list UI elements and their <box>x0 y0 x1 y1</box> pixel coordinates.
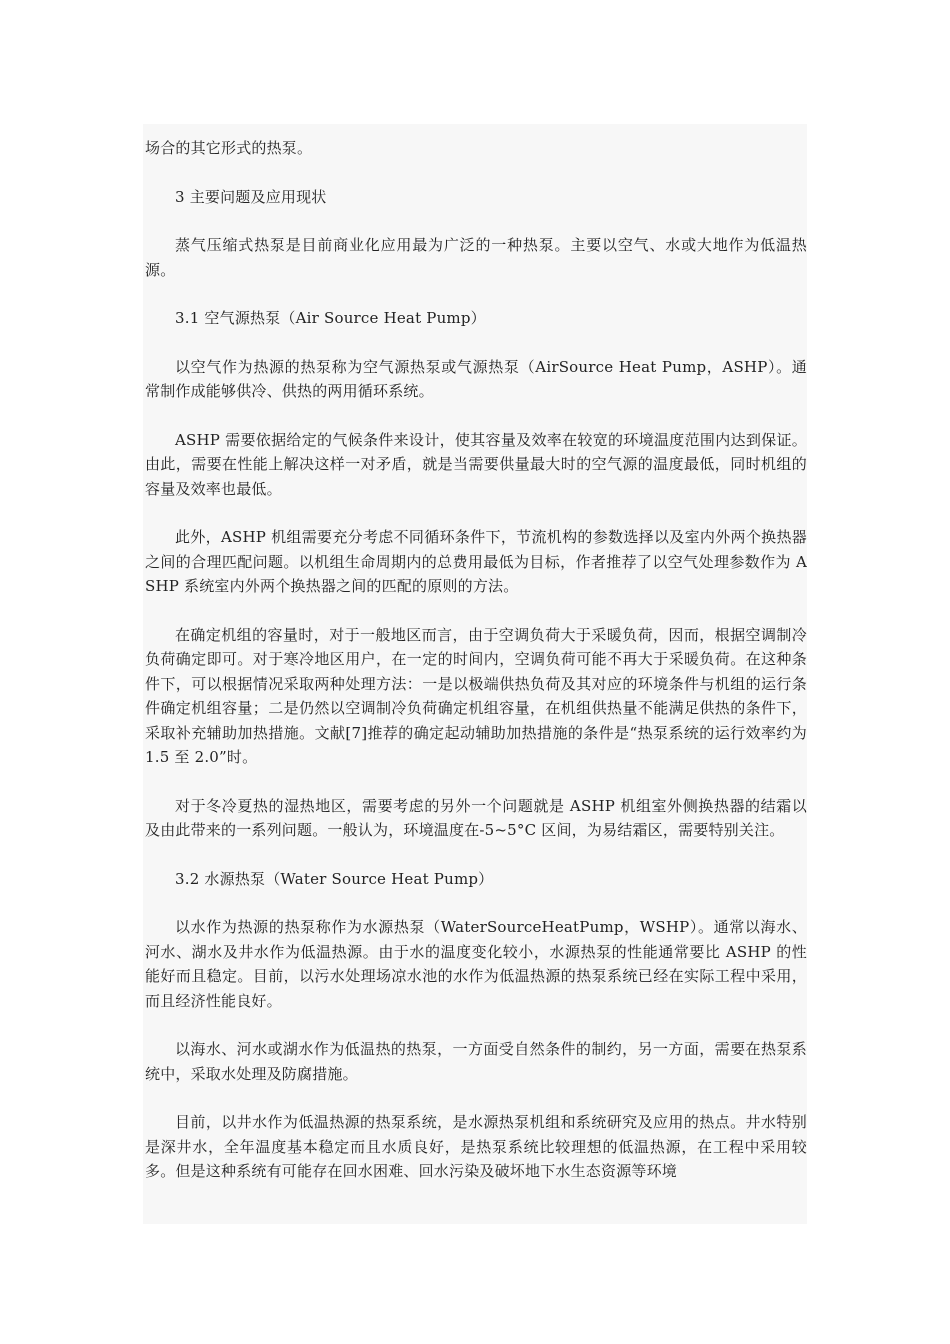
section-heading-3-1: 3.1 空气源热泵（Air Source Heat Pump） <box>175 309 486 327</box>
paragraph-surface-water: 以海水、河水或湖水作为低温热的热泵，一方面受自然条件的制约，另一方面，需要在热泵系统中，采取水处理及防腐措施。 <box>145 1040 807 1083</box>
paragraph-wshp-definition: 以水作为热源的热泵称作为水源热泵（WaterSourceHeatPump，WSHP）。通常以海水、河水、湖水及井水作为低温热源。由于水的温度变化较小，水源热泵的性能通常要比 ASHP 的性能好而且稳定。目前，以污水处理场凉水池的水作为低温热源的热泵系统已经在实际工程中采用，而且经济性能良好。 <box>145 918 807 1010</box>
section-heading-3-2: 3.2 水源热泵（Water Source Heat Pump） <box>175 869 494 888</box>
section-heading-3: 3 主要问题及应用现状 <box>175 187 327 206</box>
paragraph-capacity: 在确定机组的容量时，对于一般地区而言，由于空调负荷大于采暖负荷，因而，根据空调制冷负荷确定即可。对于寒冷地区用户，在一定的时间内，空调负荷可能不再大于采暖负荷。在这种条件下，可以根据情况采取两种处理方法：一是以极端供热负荷及其对应的环境条件与机组的运行条件确定机组容量；二是仍然以空调制冷负荷确定机组容量，在机组供热量不能满足供热的条件下，采取补充辅助加热措施。文献[7]推荐的确定起动辅助加热措施的条件是“热泵系统的运行效率约为 1.5 至 2.0”时。 <box>145 625 807 766</box>
paragraph-well-water: 目前，以井水作为低温热源的热泵系统，是水源热泵机组和系统研究及应用的热点。井水特别是深井水，全年温度基本稳定而且水质良好，是热泵系统比较理想的低温热源，在工程中采用较多。但是这种系统有可能存在回水困难、回水污染及破坏地下水生态资源等环境 <box>145 1113 807 1180</box>
paragraph-ashp-design: ASHP 需要依据给定的气候条件来设计，使其容量及效率在较宽的环境温度范围内达到保证。由此，需要在性能上解决这样一对矛盾，就是当需要供量最大时的空气源的温度最低，同时机组的容量及效率也最低。 <box>145 430 807 498</box>
paragraph-frost: 对于冬冷夏热的湿热地区，需要考虑的另外一个问题就是 ASHP 机组室外侧换热器的结霜以及由此带来的一系列问题。一般认为，环境温度在-5~5°C 区间，为易结霜区，需要特别关注。 <box>145 796 807 839</box>
paragraph-ashp-matching: 此外，ASHP 机组需要充分考虑不同循环条件下，节流机构的参数选择以及室内外两个换热器之间的合理匹配问题。以机组生命周期内的总费用最低为目标，作者推荐了以空气处理参数作为 ASHP 系统室内外两个换热器之间的匹配的原则的方法。 <box>145 528 807 595</box>
paragraph-ashp-definition: 以空气作为热源的热泵称为空气源热泵或气源热泵（AirSource Heat Pump，ASHP）。通常制作成能够供冷、供热的两用循环系统。 <box>145 357 807 400</box>
paragraph-continuation: 场合的其它形式的热泵。 <box>145 139 313 157</box>
paragraph-intro: 蒸气压缩式热泵是目前商业化应用最为广泛的一种热泵。主要以空气、水或大地作为低温热源。 <box>145 236 807 279</box>
text-column <box>143 124 807 1224</box>
document-content <box>145 136 807 1208</box>
